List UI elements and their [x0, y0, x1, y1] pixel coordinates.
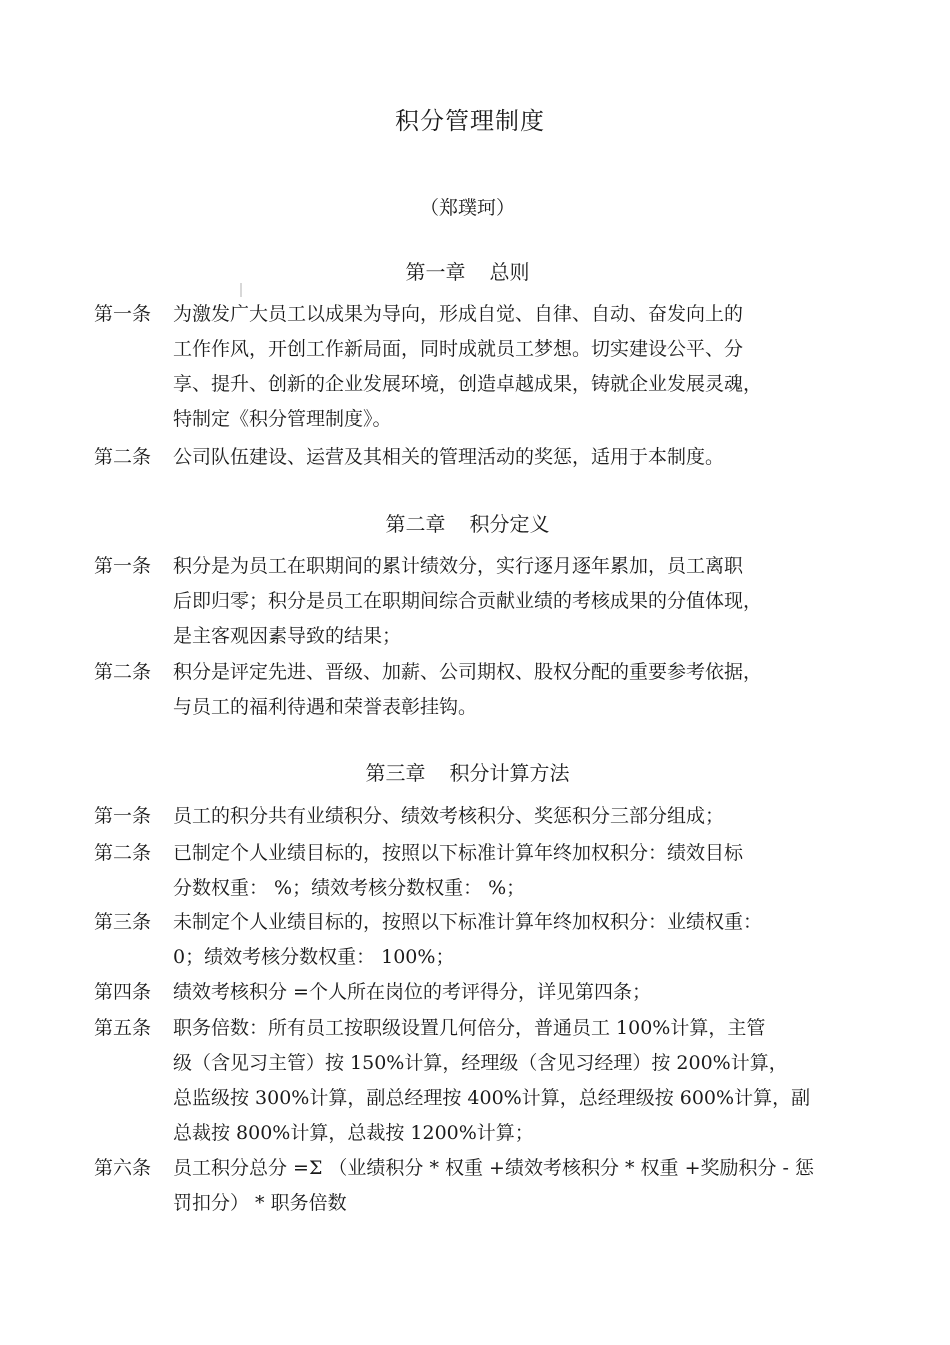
article — [94, 549, 864, 654]
article-line: 总裁按 800%计算，总裁按 1200%计算； — [173, 1122, 534, 1144]
article-body — [173, 1151, 864, 1221]
article-body — [173, 836, 864, 906]
article-line: 是主客观因素导致的结果； — [173, 625, 402, 647]
article — [94, 297, 864, 437]
article-number: 第一条 — [94, 555, 152, 577]
article-body — [173, 549, 864, 654]
article-body — [173, 655, 864, 725]
chapter-number: 第三章 — [365, 761, 426, 785]
article — [94, 905, 864, 975]
article-number: 第六条 — [94, 1157, 152, 1179]
article-line: 绩效考核积分 =个人所在岗位的考评得分，详见第四条； — [173, 981, 651, 1003]
article-line: 后即归零；积分是员工在职期间综合贡献业绩的考核成果的分值体现， — [173, 590, 763, 612]
article-line: 员工的积分共有业绩积分、绩效考核积分、奖惩积分三部分组成； — [173, 805, 725, 827]
article-body — [173, 1011, 864, 1151]
article-number: 第四条 — [94, 981, 152, 1003]
article-line: 级（含见习主管）按 150%计算，经理级（含见习经理）按 200%计算， — [173, 1052, 788, 1074]
article-line: 与员工的福利待遇和荣誉表彰挂钩。 — [173, 696, 478, 718]
article-number: 第五条 — [94, 1017, 152, 1039]
article-body — [173, 799, 864, 834]
chapter-name: 总则 — [489, 260, 530, 284]
article — [94, 655, 864, 725]
article-number: 第二条 — [94, 842, 152, 864]
article-line: 职务倍数：所有员工按职级设置几何倍分，普通员工 100%计算，主管 — [173, 1017, 766, 1039]
article-line: 特制定《积分管理制度》。 — [173, 408, 392, 430]
article-number: 第一条 — [94, 303, 152, 325]
chapter-name: 积分计算方法 — [449, 761, 570, 785]
chapter-heading — [0, 256, 935, 285]
chapter-heading — [0, 508, 935, 537]
chapter-heading — [0, 757, 935, 786]
article-line: 积分是评定先进、晋级、加薪、公司期权、股权分配的重要参考依据， — [173, 661, 763, 683]
article-line: 已制定个人业绩目标的，按照以下标准计算年终加权积分：绩效目标 — [173, 842, 744, 864]
article-line: 员工积分总分 =Σ （业绩积分 * 权重 +绩效考核积分 * 权重 +奖励积分 - 惩 — [173, 1157, 815, 1179]
article — [94, 799, 864, 834]
article-number: 第二条 — [94, 446, 152, 468]
article-body — [173, 905, 864, 975]
document-title: 积分管理制度 — [395, 107, 545, 135]
article-line: 罚扣分） * 职务倍数 — [173, 1192, 347, 1214]
article — [94, 440, 864, 475]
article-line: 总监级按 300%计算，副总经理按 400%计算，总经理级按 600%计算，副 — [173, 1087, 811, 1109]
article-number: 第二条 — [94, 661, 152, 683]
article-body — [173, 440, 864, 475]
document-author: （郑璞珂） — [419, 197, 515, 219]
article — [94, 975, 864, 1010]
article-line: 积分是为员工在职期间的累计绩效分，实行逐月逐年累加，员工离职 — [173, 555, 744, 577]
article-line: 未制定个人业绩目标的，按照以下标准计算年终加权积分：业绩权重： — [173, 911, 763, 933]
article-line: 公司队伍建设、运营及其相关的管理活动的奖惩，适用于本制度。 — [173, 446, 725, 468]
chapter-number: 第二章 — [385, 512, 446, 536]
chapter-name: 积分定义 — [469, 512, 550, 536]
article-line: 为激发广大员工以成果为导向，形成自觉、自律、自动、奋发向上的 — [173, 303, 744, 325]
article-line: 享、提升、创新的企业发展环境，创造卓越成果，铸就企业发展灵魂， — [173, 373, 763, 395]
article-line: 工作作风，开创工作新局面，同时成就员工梦想。切实建设公平、分 — [173, 338, 744, 360]
article — [94, 1011, 864, 1151]
scan-artifact — [240, 283, 242, 297]
chapter-number: 第一章 — [405, 260, 466, 284]
article-line: 0；绩效考核分数权重： 100%； — [173, 946, 455, 968]
article — [94, 1151, 864, 1221]
article-number: 第一条 — [94, 805, 152, 827]
article-number: 第三条 — [94, 911, 152, 933]
article-body — [173, 975, 864, 1010]
article-body — [173, 297, 864, 437]
article-line: 分数权重： %；绩效考核分数权重： %； — [173, 877, 526, 899]
article — [94, 836, 864, 906]
